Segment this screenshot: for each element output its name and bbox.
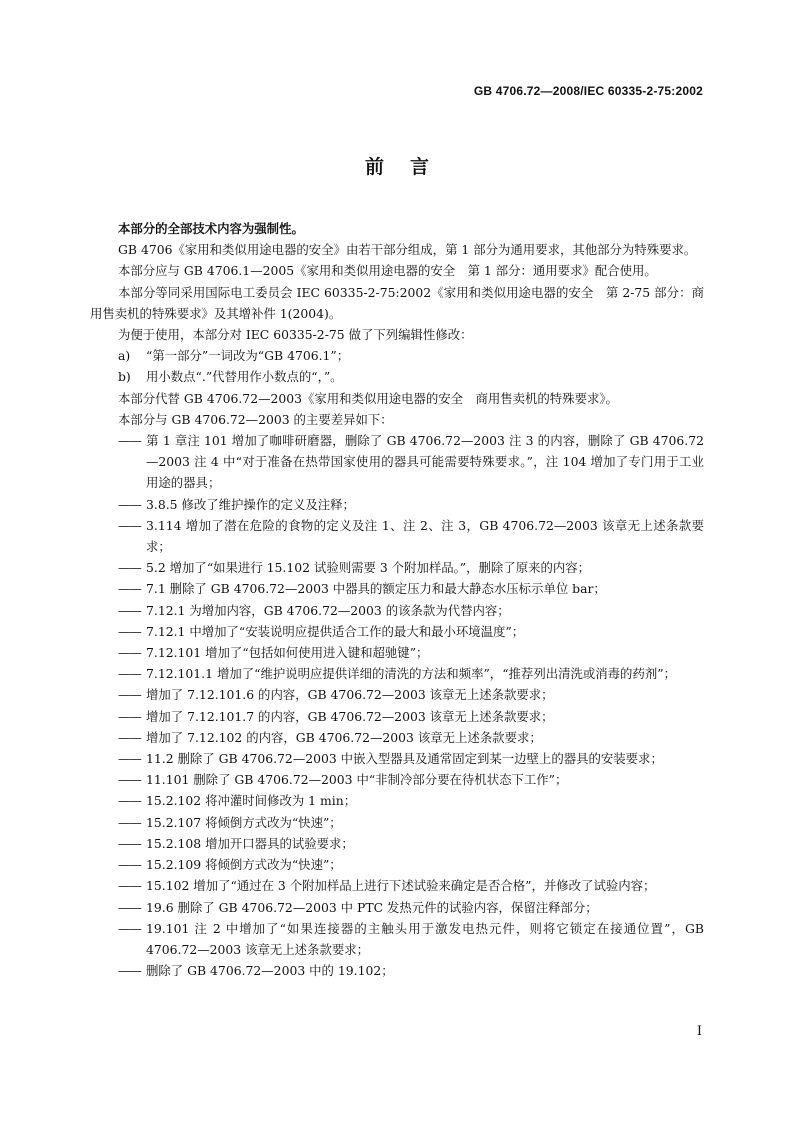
list-item-text: 15.102 增加了“通过在 3 个附加样品上进行下述试验来确定是否合格”，并修改了试验内容；	[146, 878, 656, 894]
list-item	[90, 918, 704, 960]
list-item-text: 11.101 删除了 GB 4706.72—2003 中“非制冷部分要在待机状态下工作”；	[146, 772, 568, 788]
dash-marker: ——	[118, 496, 141, 512]
dash-marker: ——	[118, 433, 141, 449]
list-item-text: 第 1 章注 101 增加了咖啡研磨器，删除了 GB 4706.72—2003 注 3 的内容，删除了 GB 4706.72—2003 注 4 中“对于准备在热带国家使用的器具可能需要特殊要求。”，注 104 增加了专门用于工业用途的器具；	[146, 433, 704, 491]
list-item-text: 15.2.102 将冲灌时间修改为 1 min；	[146, 793, 357, 809]
list-item	[90, 790, 704, 811]
page-title: 前言	[364, 156, 455, 178]
dash-marker: ——	[118, 602, 141, 618]
differences-list	[90, 430, 704, 981]
list-item-text: 增加了 7.12.101.7 的内容，GB 4706.72—2003 该章无上述条款要求；	[146, 708, 554, 724]
paragraph-mandatory: 本部分的全部技术内容为强制性。	[118, 221, 304, 236]
dash-marker: ——	[118, 793, 141, 809]
list-marker: a)	[118, 348, 131, 364]
list-item	[90, 727, 704, 748]
list-item	[90, 600, 704, 621]
list-item-text: 19.6 删除了 GB 4706.72—2003 中 PTC 发热元件的试验内容，保留注释部分；	[146, 899, 598, 915]
list-item	[90, 621, 704, 642]
dash-marker: ——	[118, 517, 141, 533]
list-item	[90, 494, 704, 515]
list-item-text: 增加了 7.12.101.6 的内容，GB 4706.72—2003 该章无上述条款要求；	[146, 687, 554, 703]
list-item-text: “第一部分”一词改为“GB 4706.1”；	[146, 348, 350, 364]
list-item-text: 7.12.1 中增加了“安装说明应提供适合工作的最大和最小环境温度”；	[146, 623, 525, 639]
dash-marker: ——	[118, 751, 141, 767]
foreword-body	[90, 218, 704, 981]
list-item-text: 用小数点“.”代替用作小数点的“，”。	[146, 369, 343, 385]
dash-marker: ——	[118, 623, 141, 639]
list-item-text: 7.1 删除了 GB 4706.72—2003 中器具的额定压力和最大静态水压标示单位 bar；	[146, 581, 606, 597]
dash-marker: ——	[118, 687, 141, 703]
list-item-text: 增加了 7.12.102 的内容，GB 4706.72—2003 该章无上述条款要求；	[146, 729, 542, 745]
dash-marker: ——	[118, 878, 141, 894]
list-item	[90, 960, 704, 981]
dash-marker: ——	[118, 645, 141, 661]
standard-code: GB 4706.72—2008/IEC 60335-2-75:2002	[473, 84, 703, 98]
list-item	[90, 642, 704, 663]
list-item	[90, 748, 704, 769]
list-marker: b)	[118, 369, 131, 385]
list-item-text: 15.2.109 将倾倒方式改为“快速”；	[146, 857, 342, 873]
list-item-text: 7.12.101 增加了“包括如何使用进入键和超驰键”；	[146, 645, 429, 661]
dash-marker: ——	[118, 814, 141, 830]
list-item	[90, 769, 704, 790]
list-item-text: 3.114 增加了潜在危险的食物的定义及注 1、注 2、注 3，GB 4706.72—2003 该章无上述条款要求；	[146, 517, 704, 555]
paragraph: GB 4706《家用和类似用途电器的安全》由若干部分组成，第 1 部分为通用要求，其他部分为特殊要求。	[118, 242, 697, 258]
list-item	[90, 854, 704, 875]
list-item-text: 15.2.107 将倾倒方式改为“快速”；	[146, 814, 342, 830]
dash-marker: ——	[118, 729, 141, 745]
list-item-text: 19.101 注 2 中增加了“如果连接器的主触头用于激发电热元件，则将它锁定在接通位置”，GB 4706.72—2003 该章无上述条款要求；	[146, 920, 704, 957]
dash-marker: ——	[118, 560, 141, 576]
list-item	[90, 897, 704, 918]
paragraph: 本部分应与 GB 4706.1—2005《家用和类似用途电器的安全 第 1 部分：通用要求》配合使用。	[118, 263, 657, 279]
list-item-text: 3.8.5 修改了维护操作的定义及注释；	[146, 496, 355, 512]
list-item	[90, 812, 704, 833]
dash-marker: ——	[118, 920, 141, 936]
list-item	[90, 515, 704, 557]
dash-marker: ——	[118, 963, 141, 979]
dash-marker: ——	[118, 899, 141, 915]
list-item	[90, 833, 704, 854]
list-item-text: 7.12.1 为增加内容，GB 4706.72—2003 的该条款为代替内容；	[146, 602, 510, 618]
list-item-text: 15.2.108 增加开口器具的试验要求；	[146, 835, 354, 851]
list-item	[90, 706, 704, 727]
dash-marker: ——	[118, 666, 141, 682]
page-number: I	[696, 1024, 702, 1039]
dash-marker: ——	[118, 835, 141, 851]
list-item-text: 7.12.101.1 增加了“维护说明应提供详细的清洗的方法和频率”，“推荐列出清洗或消毒的药剂”；	[146, 666, 676, 682]
paragraph: 本部分等同采用国际电工委员会 IEC 60335-2-75:2002《家用和类似用途电器的安全 第 2-75 部分：商用售卖机的特殊要求》及其增补件 1(2004)。	[90, 284, 704, 321]
list-item	[90, 663, 704, 684]
dash-marker: ——	[118, 857, 141, 873]
list-item-text: 5.2 增加了“如果进行 15.102 试验则需要 3 个附加样品。”，删除了原来的内容；	[146, 560, 591, 576]
dash-marker: ——	[118, 708, 141, 724]
list-item	[90, 366, 704, 387]
list-item	[90, 578, 704, 599]
list-item	[90, 684, 704, 705]
dash-marker: ——	[118, 772, 141, 788]
list-item	[90, 557, 704, 578]
dash-marker: ——	[118, 581, 141, 597]
list-item	[90, 345, 704, 366]
paragraph: 本部分与 GB 4706.72—2003 的主要差异如下：	[118, 411, 393, 427]
list-item	[90, 875, 704, 896]
paragraph: 为便于使用，本部分对 IEC 60335-2-75 做了下列编辑性修改：	[118, 327, 473, 343]
paragraph: 本部分代替 GB 4706.72—2003《家用和类似用途电器的安全 商用售卖机的特殊要求》。	[118, 390, 618, 406]
list-item	[90, 430, 704, 494]
list-item-text: 删除了 GB 4706.72—2003 中的 19.102；	[146, 963, 394, 979]
list-item-text: 11.2 删除了 GB 4706.72—2003 中嵌入型器具及通常固定到某一边壁上的器具的安装要求；	[146, 751, 663, 767]
